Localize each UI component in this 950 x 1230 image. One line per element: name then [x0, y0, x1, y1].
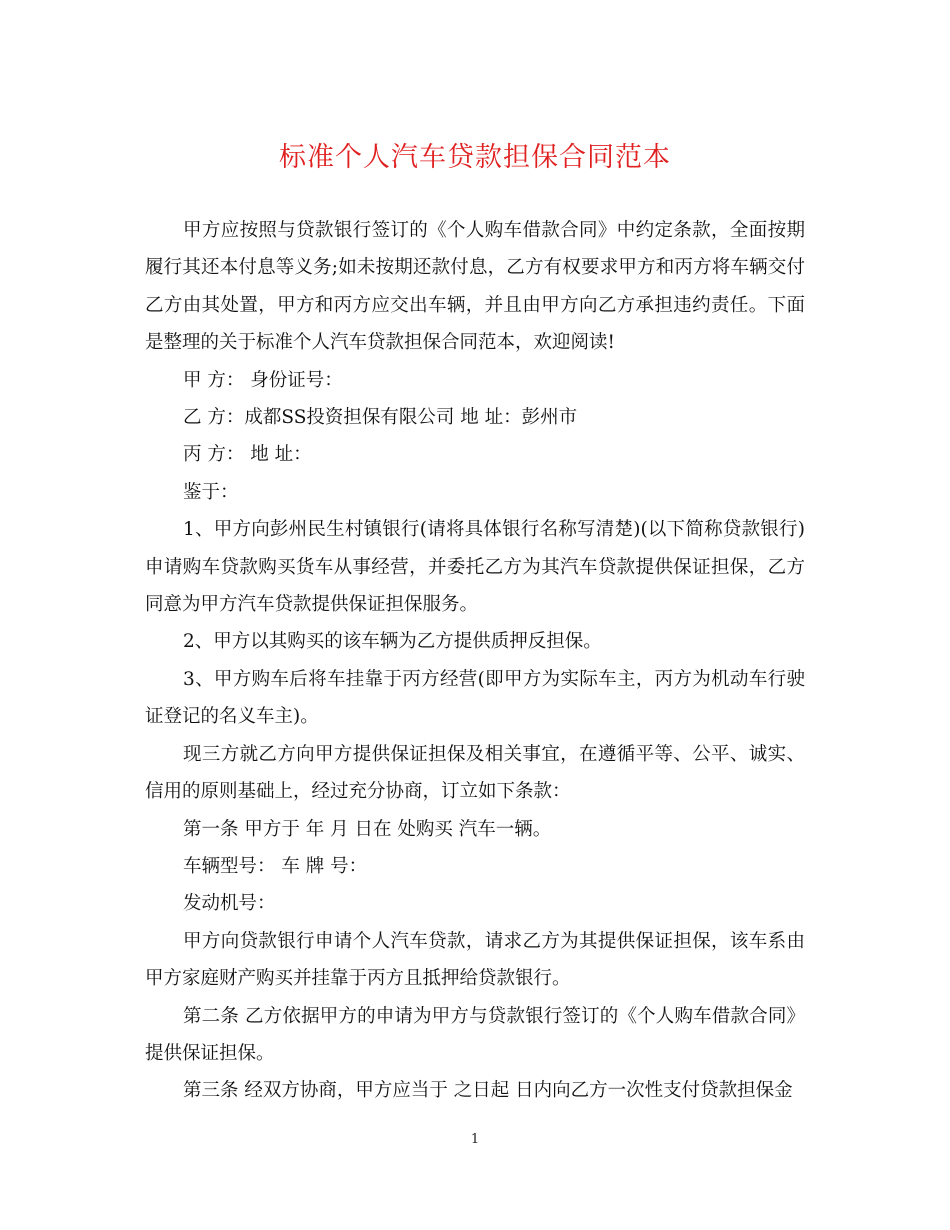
- paragraph-intro: 甲方应按照与贷款银行签订的《个人购车借款合同》中约定条款，全面按期履行其还本付息等义务;如未按期还款付息，乙方有权要求甲方和丙方将车辆交付乙方由其处置，甲方和丙方应交出车辆，并且由甲方向乙方承担违约责任。下面是整理的关于标准个人汽车贷款担保合同范本，欢迎阅读!: [145, 220, 805, 354]
- paragraph-loan-request: 甲方向贷款银行申请个人汽车贷款，请求乙方为其提供保证担保，该车系由甲方家庭财产购买并挂靠于丙方且抵押给贷款银行。: [145, 930, 805, 990]
- paragraph-article-1: 第一条 甲方于 年 月 日在 处购买 汽车一辆。: [183, 818, 552, 840]
- paragraph-agreement-basis: 现三方就乙方向甲方提供保证担保及相关事宜，在遵循平等、公平、诚实、信用的原则基础上，经过充分协商，订立如下条款：: [145, 743, 805, 803]
- page-number: 1: [470, 1132, 480, 1147]
- paragraph-party-a: 甲 方： 身份证号：: [183, 369, 343, 391]
- paragraph-whereas: 鉴于：: [183, 481, 239, 503]
- paragraph-recital-3: 3、甲方购车后将车挂靠于丙方经营(即甲方为实际车主，丙方为机动车行驶证登记的名义车主)。: [145, 668, 805, 728]
- paragraph-party-c: 丙 方： 地 址：: [183, 444, 312, 466]
- paragraph-article-2: 第二条 乙方依据甲方的申请为甲方与贷款银行签订的《个人购车借款合同》提供保证担保。: [145, 1005, 805, 1064]
- document-body: [145, 212, 805, 1110]
- paragraph-engine-number: 发动机号：: [183, 893, 276, 915]
- document-title: 标准个人汽车贷款担保合同范本: [279, 142, 671, 173]
- paragraph-party-b: 乙 方：成都SS投资担保有限公司 地 址：彭州市: [183, 407, 578, 429]
- paragraph-recital-2: 2、甲方以其购买的该车辆为乙方提供质押反担保。: [183, 631, 602, 653]
- paragraph-vehicle-model: 车辆型号： 车 牌 号：: [183, 855, 368, 877]
- paragraph-recital-1: 1、甲方向彭州民生村镇银行(请将具体银行名称写清楚)(以下简称贷款银行)申请购车贷款购买货车从事经营，并委托乙方为其汽车贷款提供保证担保，乙方同意为甲方汽车贷款提供保证担保服务。: [145, 519, 805, 616]
- paragraph-article-3: 第三条 经双方协商，甲方应当于 之日起 日内向乙方一次性支付贷款担保金: [183, 1080, 793, 1102]
